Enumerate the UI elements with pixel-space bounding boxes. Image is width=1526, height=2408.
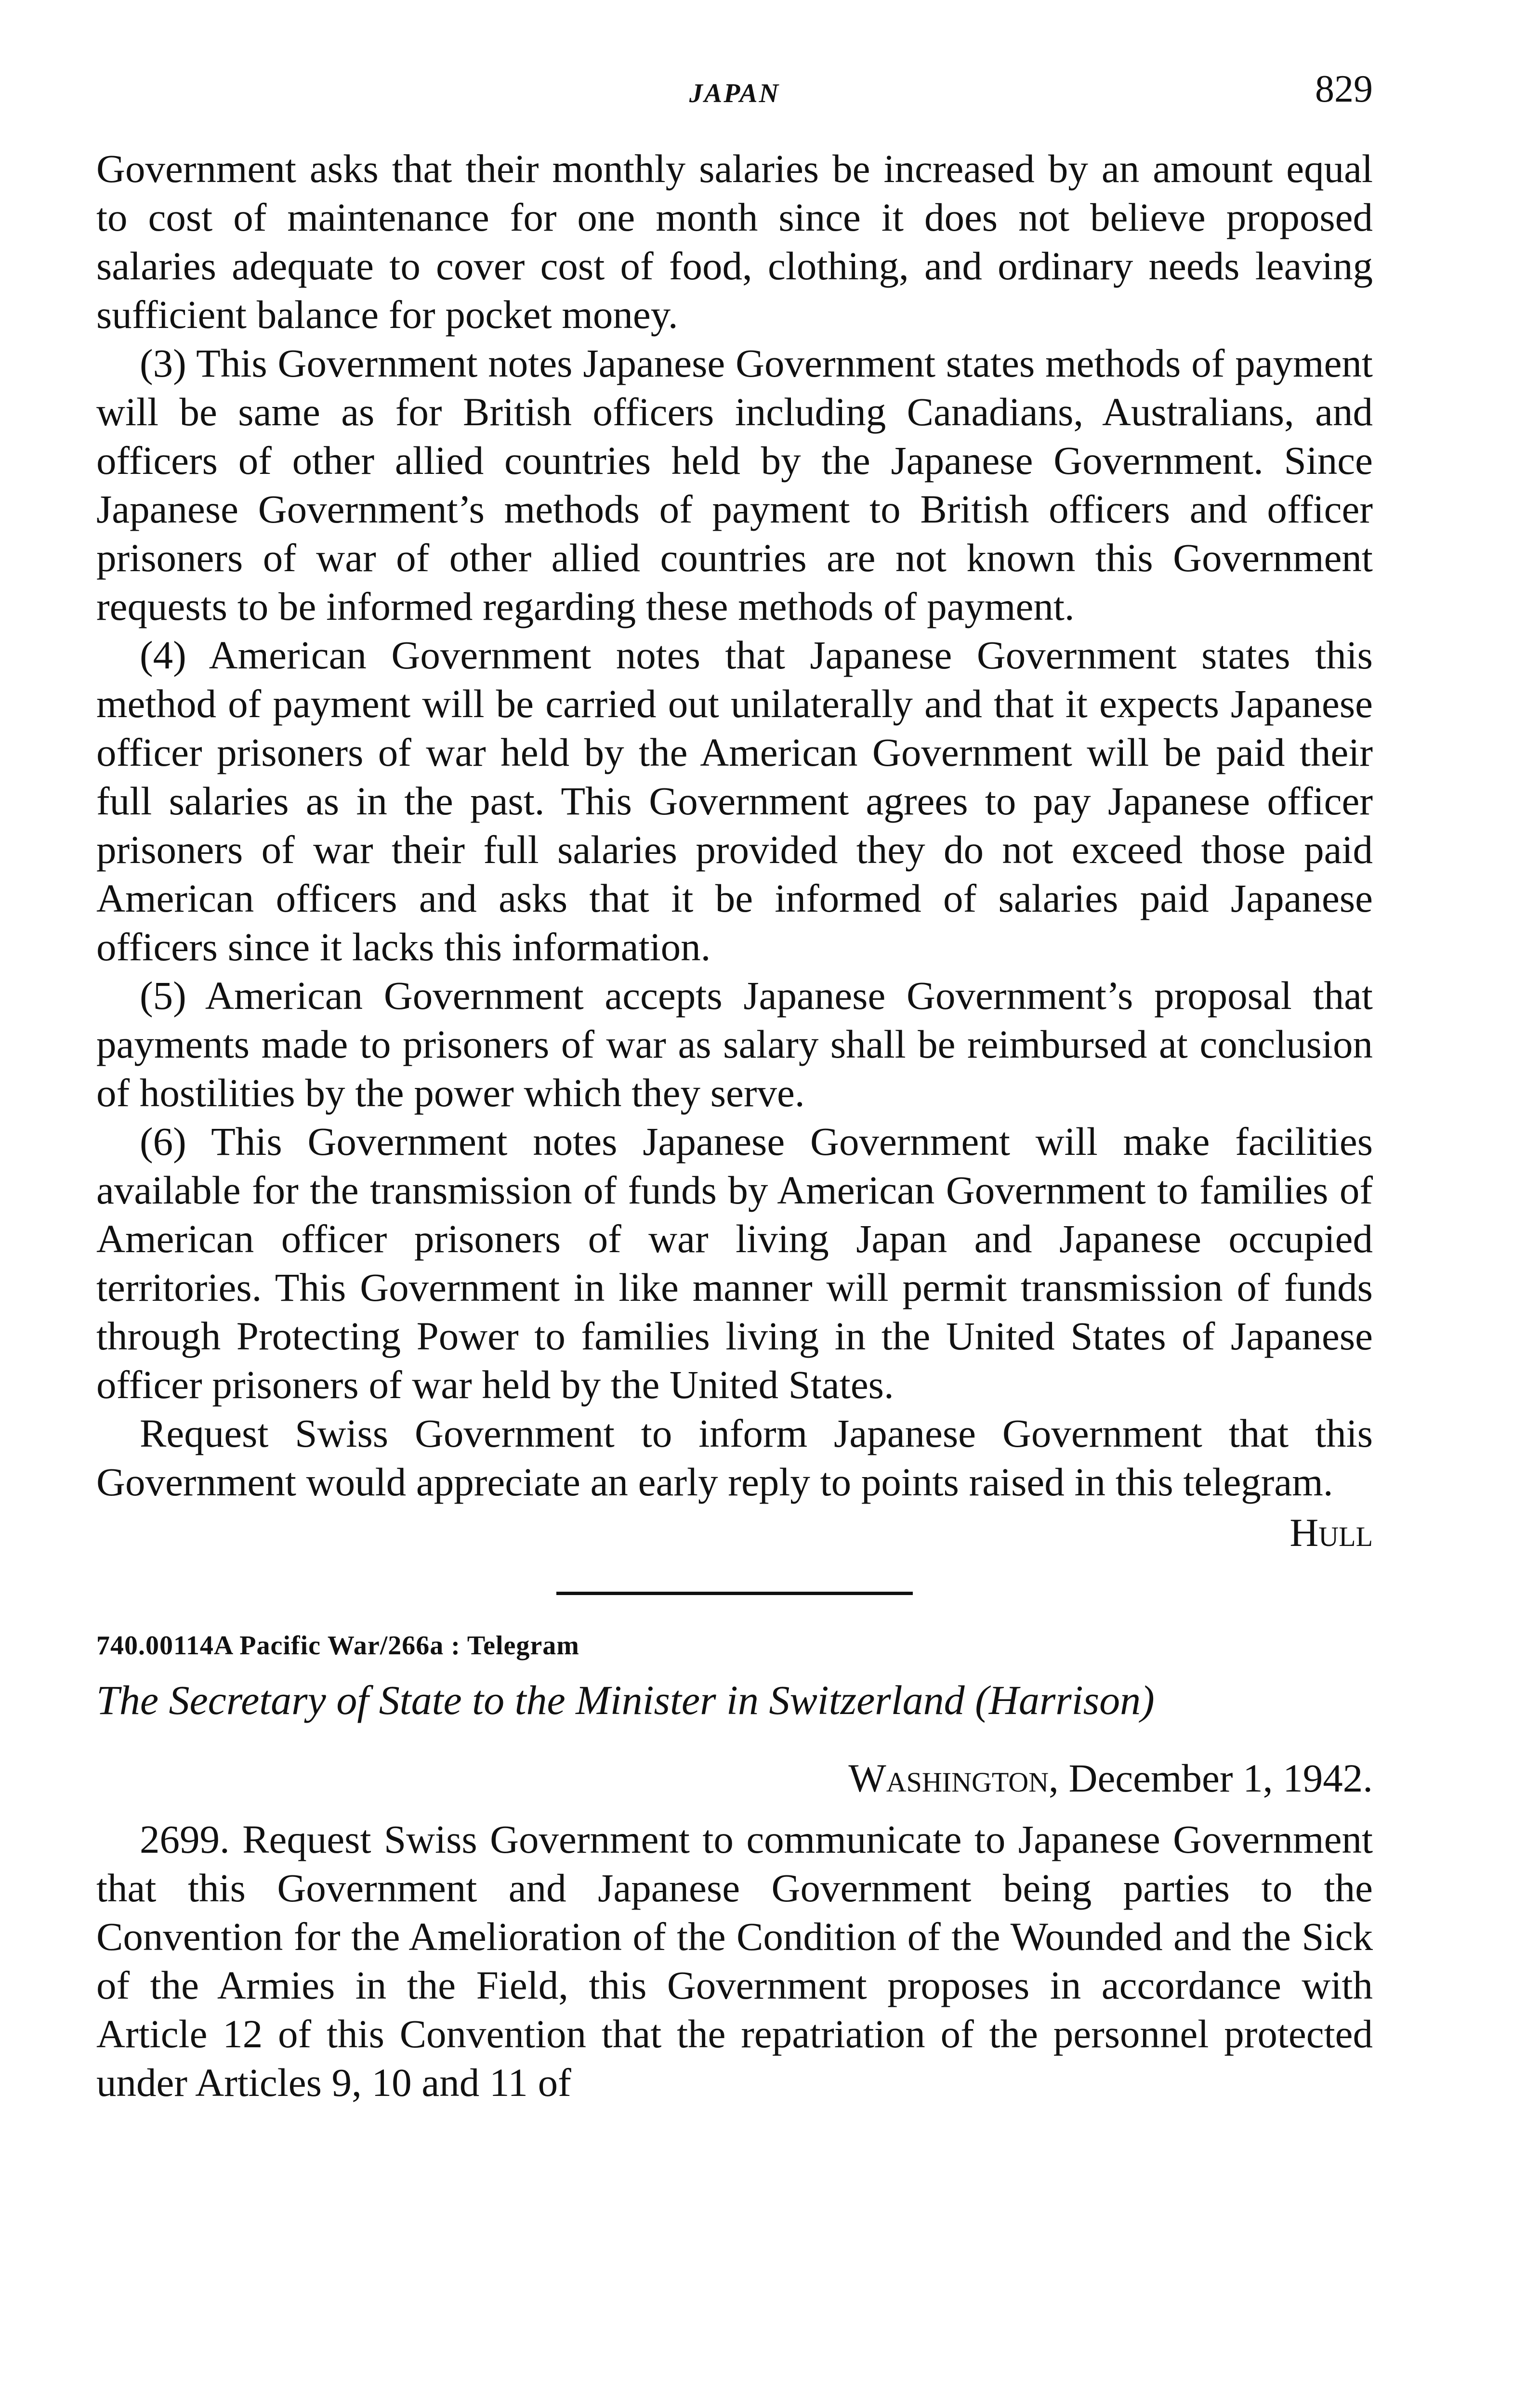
running-head: JAPAN bbox=[689, 79, 780, 108]
telegram-continuation bbox=[96, 144, 1373, 1557]
dateline bbox=[96, 1754, 1373, 1803]
page-number: 829 bbox=[1315, 68, 1373, 110]
document-title: The Secretary of State to the Minister in Switzerland (Harrison) bbox=[96, 1677, 1155, 1723]
file-reference: 740.00114A Pacific War/266a : Telegram bbox=[96, 1631, 579, 1661]
paragraph-2699: 2699. Request Swiss Government to communicate to Japanese Government that this Government and Japanese Government being parties to the Convention for the Amelioration of the Condition of the Wounded and the Sick of the Armies in the Field, this Government proposes in accordance with Article 12 of this Convention that the repatriation of the personnel protected under Articles 9, 10 and 11 of bbox=[96, 1817, 1373, 2105]
body-text bbox=[96, 144, 1373, 2107]
paragraph-point-4: (4) American Government notes that Japanese Government states this method of payment will be carried out unilaterally and that it expects Japanese officer prisoners of war held by the American Government will be paid their full salaries as in the past. This Government agrees to pay Japanese officer prisoners of war their full salaries provided they do not exceed those paid American officers and asks that it be informed of salaries paid Japanese officers since it lacks this information. bbox=[96, 633, 1373, 969]
paragraph-continued: Government asks that their monthly salaries be increased by an amount equal to cost of maintenance for one month since it does not believe proposed salaries adequate to cover cost of food, clothing, and ordinary needs leaving sufficient balance for pocket money. bbox=[96, 146, 1373, 337]
dateline-place: Washington bbox=[848, 1756, 1049, 1800]
paragraph-point-5: (5) American Government accepts Japanese Government’s proposal that payments made to prisoners of war as salary shall be reimbursed at conclusion of hostilities by the power which they serve. bbox=[96, 973, 1373, 1115]
section-divider bbox=[556, 1592, 913, 1595]
paragraph-request: Request Swiss Government to inform Japanese Government that this Government would appreciate an early reply to points raised in this telegram. bbox=[96, 1411, 1373, 1504]
signature: Hull bbox=[1289, 1510, 1373, 1555]
page-header bbox=[96, 67, 1373, 125]
paragraph-point-6: (6) This Government notes Japanese Government will make facilities available for the transmission of funds by American Government to families of American officer prisoners of war living Japan and Japanese occupied territories. This Government in like manner will permit transmission of funds through Protecting Power to families living in the United States of Japanese officer prisoners of war held by the United States. bbox=[96, 1119, 1373, 1407]
telegram-2699 bbox=[96, 1629, 1373, 2107]
dateline-date: , December 1, 1942. bbox=[1049, 1756, 1373, 1800]
paragraph-point-3: (3) This Government notes Japanese Government states methods of payment will be same as for British officers including Canadians, Australians, and officers of other allied countries held by the Japanese Government. Since Japanese Government’s methods of payment to British officers and officer prisoners of war of other allied countries are not known this Government requests to be informed regarding these methods of payment. bbox=[96, 341, 1373, 628]
